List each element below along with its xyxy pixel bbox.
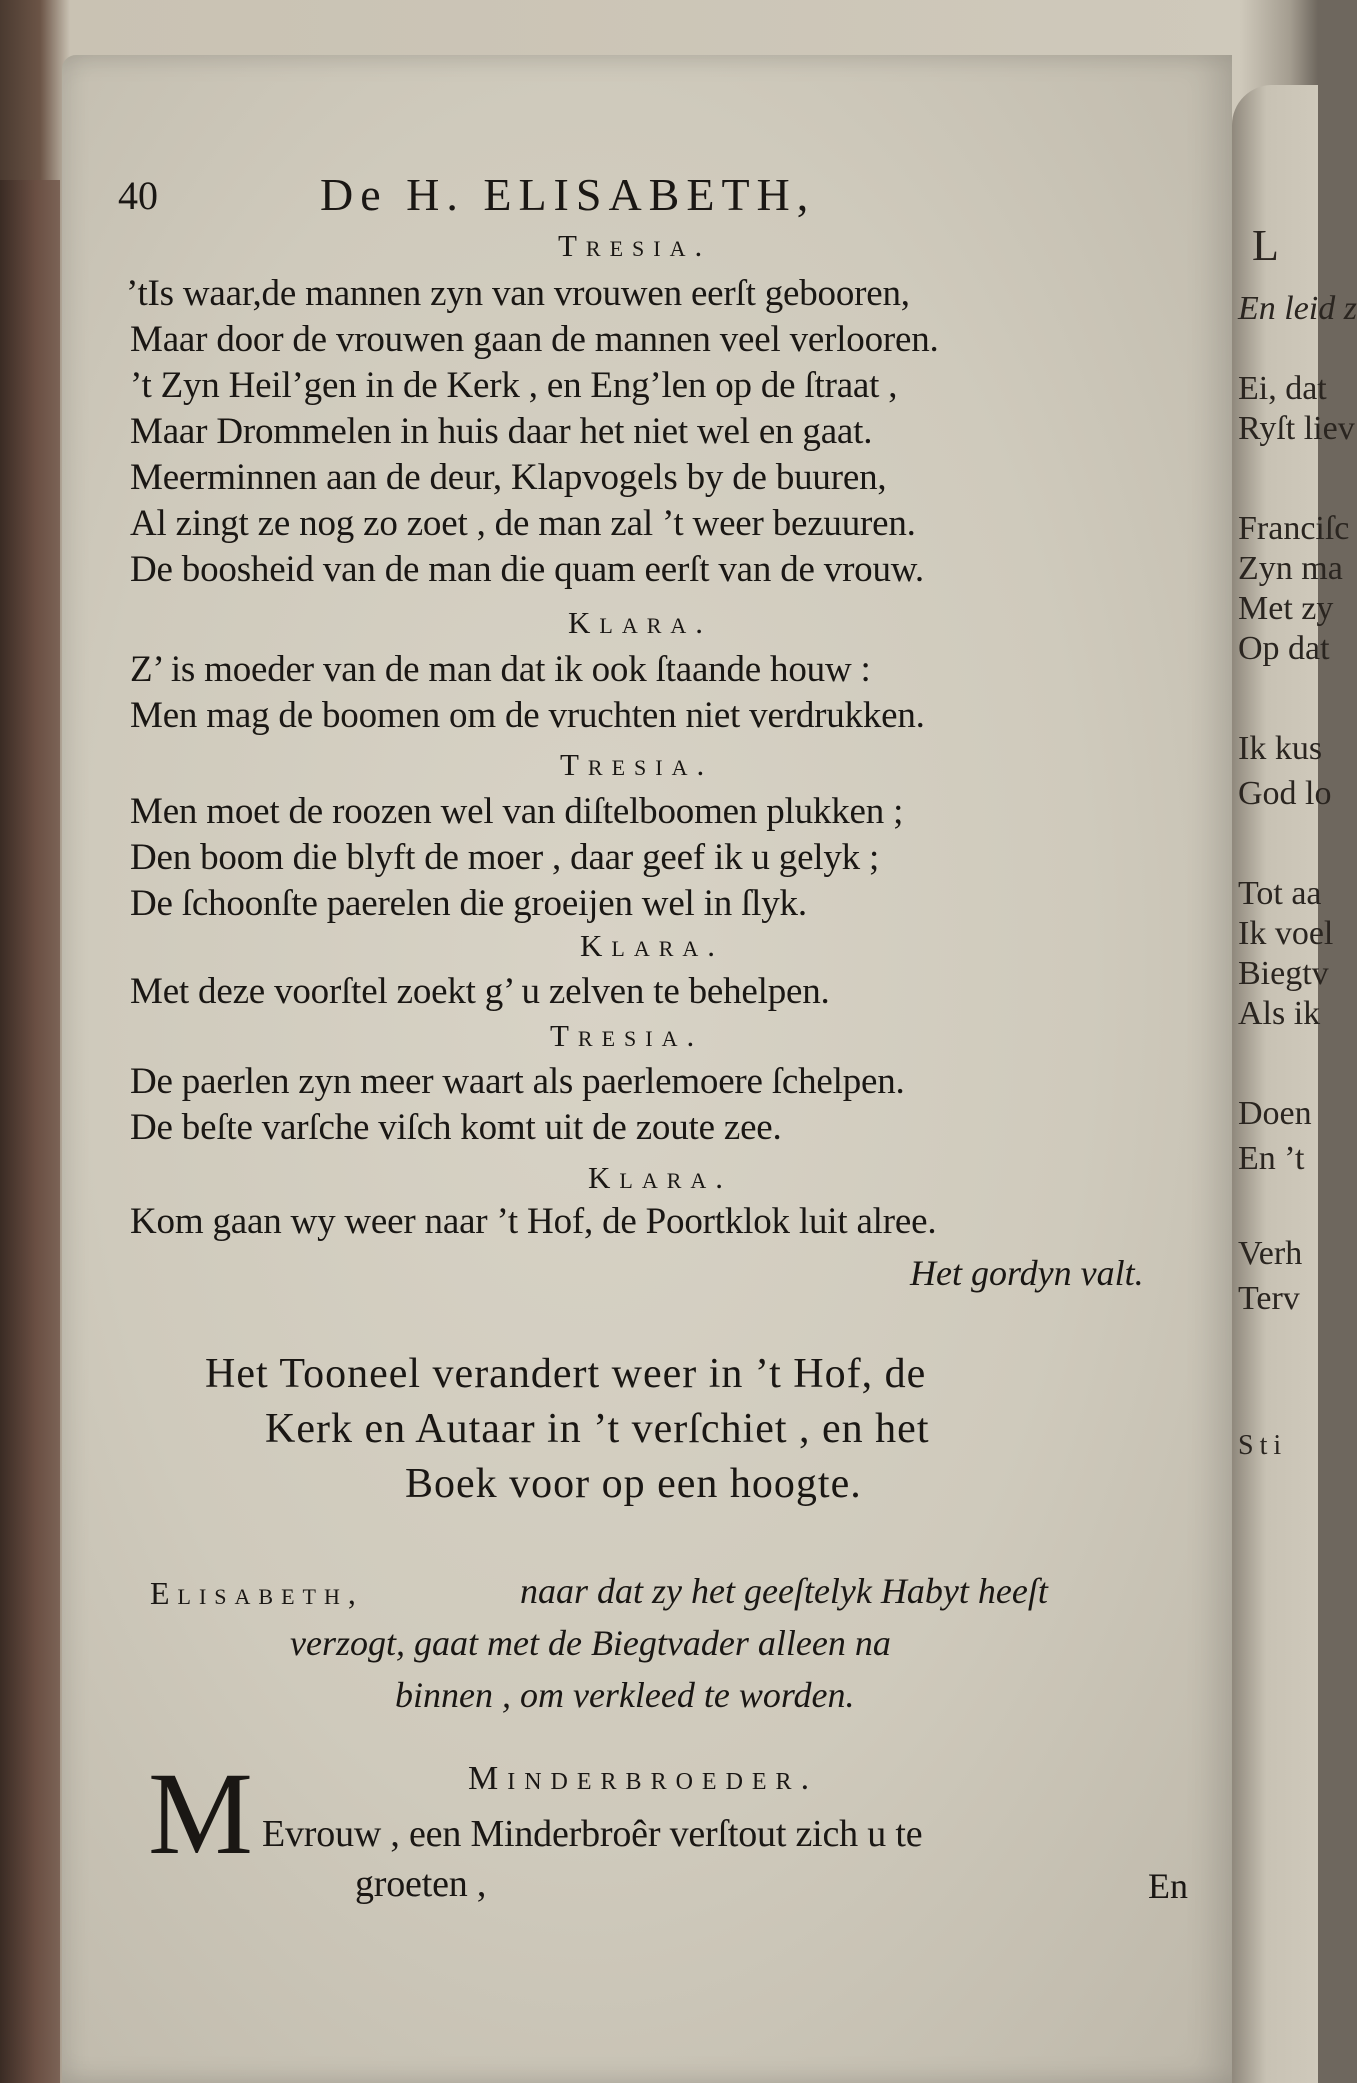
facing-page-text: Tot aa	[1238, 875, 1322, 912]
facing-page-text: Doen	[1238, 1095, 1312, 1132]
facing-page	[1232, 85, 1357, 2083]
verse-line: De boosheid van de man die quam eerſt van de vrouw.	[130, 549, 924, 590]
speaker-tresia: Tresia.	[550, 1018, 704, 1053]
facing-page-text: Biegtv	[1238, 955, 1329, 992]
verse-line: Maar Drommelen in huis daar het niet wel en gaat.	[130, 411, 873, 452]
verse-line: ’t Zyn Heil’gen in de Kerk , en Eng’len op de ſtraat ,	[130, 365, 898, 406]
facing-page-text: En ’t	[1238, 1140, 1305, 1177]
stage-direction-curtain: Het gordyn valt.	[910, 1253, 1144, 1293]
facing-page-text: God lo	[1238, 775, 1332, 812]
verse-line: Maar door de vrouwen gaan de mannen veel verlooren.	[130, 319, 939, 360]
facing-page-text: Verh	[1238, 1235, 1303, 1272]
direction-name: Elisabeth,	[150, 1575, 364, 1611]
facing-page-text: Als ik	[1238, 995, 1321, 1032]
speaker-tresia: Tresia.	[558, 228, 712, 263]
drop-cap: M	[148, 1748, 253, 1879]
facing-page-text: Ik kus	[1238, 730, 1323, 767]
verse-line: Men mag de boomen om de vruchten niet verdrukken.	[130, 695, 925, 736]
verse-line: De ſchoonſte paerelen die groeijen wel in ſlyk.	[130, 883, 807, 924]
verse-line: Met deze voorſtel zoekt g’ u zelven te behelpen.	[130, 971, 830, 1012]
facing-page-text: Sti	[1238, 1430, 1288, 1461]
verse-line: Den boom die blyft de moer , daar geef ik u gelyk ;	[130, 837, 880, 878]
speaker-klara: Klara.	[588, 1160, 733, 1195]
speaker-minderbroeder: Minderbroeder.	[468, 1760, 819, 1797]
facing-page-text: Ei, dat	[1238, 370, 1327, 407]
facing-page-text: Franciſc	[1238, 510, 1350, 547]
verse-line: Al zingt ze nog zo zoet , de man zal ’t weer bezuuren.	[130, 503, 916, 544]
scene-change-text: Het Tooneel verandert weer in ’t Hof, de	[205, 1351, 927, 1397]
page-number: 40	[118, 173, 158, 218]
verse-line: De beſte varſche viſch komt uit de zoute zee.	[130, 1107, 782, 1148]
facing-page-text: Terv	[1238, 1280, 1300, 1317]
facing-page-text: L	[1252, 221, 1279, 270]
scene-change-text: Boek voor op een hoogte.	[405, 1461, 862, 1507]
stage-direction: naar dat zy het geeſtelyk Habyt heeſt	[520, 1571, 1048, 1611]
facing-page-text: Zyn ma	[1238, 550, 1343, 587]
verse-line: Z’ is moeder van de man dat ik ook ſtaande houw :	[130, 649, 871, 690]
verse-line: Kom gaan wy weer naar ’t Hof, de Poortklok luit alree.	[130, 1201, 937, 1242]
stage-direction: verzogt, gaat met de Biegtvader alleen na	[290, 1623, 891, 1663]
verse-line: ’tIs waar,de mannen zyn van vrouwen eerſt gebooren,	[126, 273, 910, 314]
facing-page-text: Op dat	[1238, 630, 1330, 667]
book-cover-edge	[0, 180, 60, 2083]
running-head: De H. ELISABETH,	[320, 169, 816, 220]
stage-direction: binnen , om verkleed te worden.	[395, 1675, 855, 1715]
facing-page-text: Met zy	[1238, 590, 1334, 627]
catchword: En	[1148, 1866, 1188, 1906]
verse-line: De paerlen zyn meer waart als paerlemoere ſchelpen.	[130, 1061, 905, 1102]
facing-page-text: Ik voel	[1238, 915, 1334, 952]
scene-change-text: Kerk en Autaar in ’t verſchiet , en het	[265, 1406, 930, 1452]
verse-line: groeten ,	[355, 1863, 487, 1905]
speaker-klara: Klara.	[580, 928, 725, 963]
verse-line: Meerminnen aan de deur, Klapvogels by de buuren,	[130, 457, 887, 498]
verse-line: Men moet de roozen wel van diſtelboomen plukken ;	[130, 791, 904, 832]
speaker-klara: Klara.	[568, 605, 713, 640]
speaker-tresia: Tresia.	[560, 747, 714, 782]
facing-page-text: En leid z	[1238, 290, 1357, 327]
facing-page-text: Ryſt liev	[1238, 410, 1355, 447]
verse-line: Evrouw , een Minderbroêr verſtout zich u te	[262, 1813, 923, 1855]
